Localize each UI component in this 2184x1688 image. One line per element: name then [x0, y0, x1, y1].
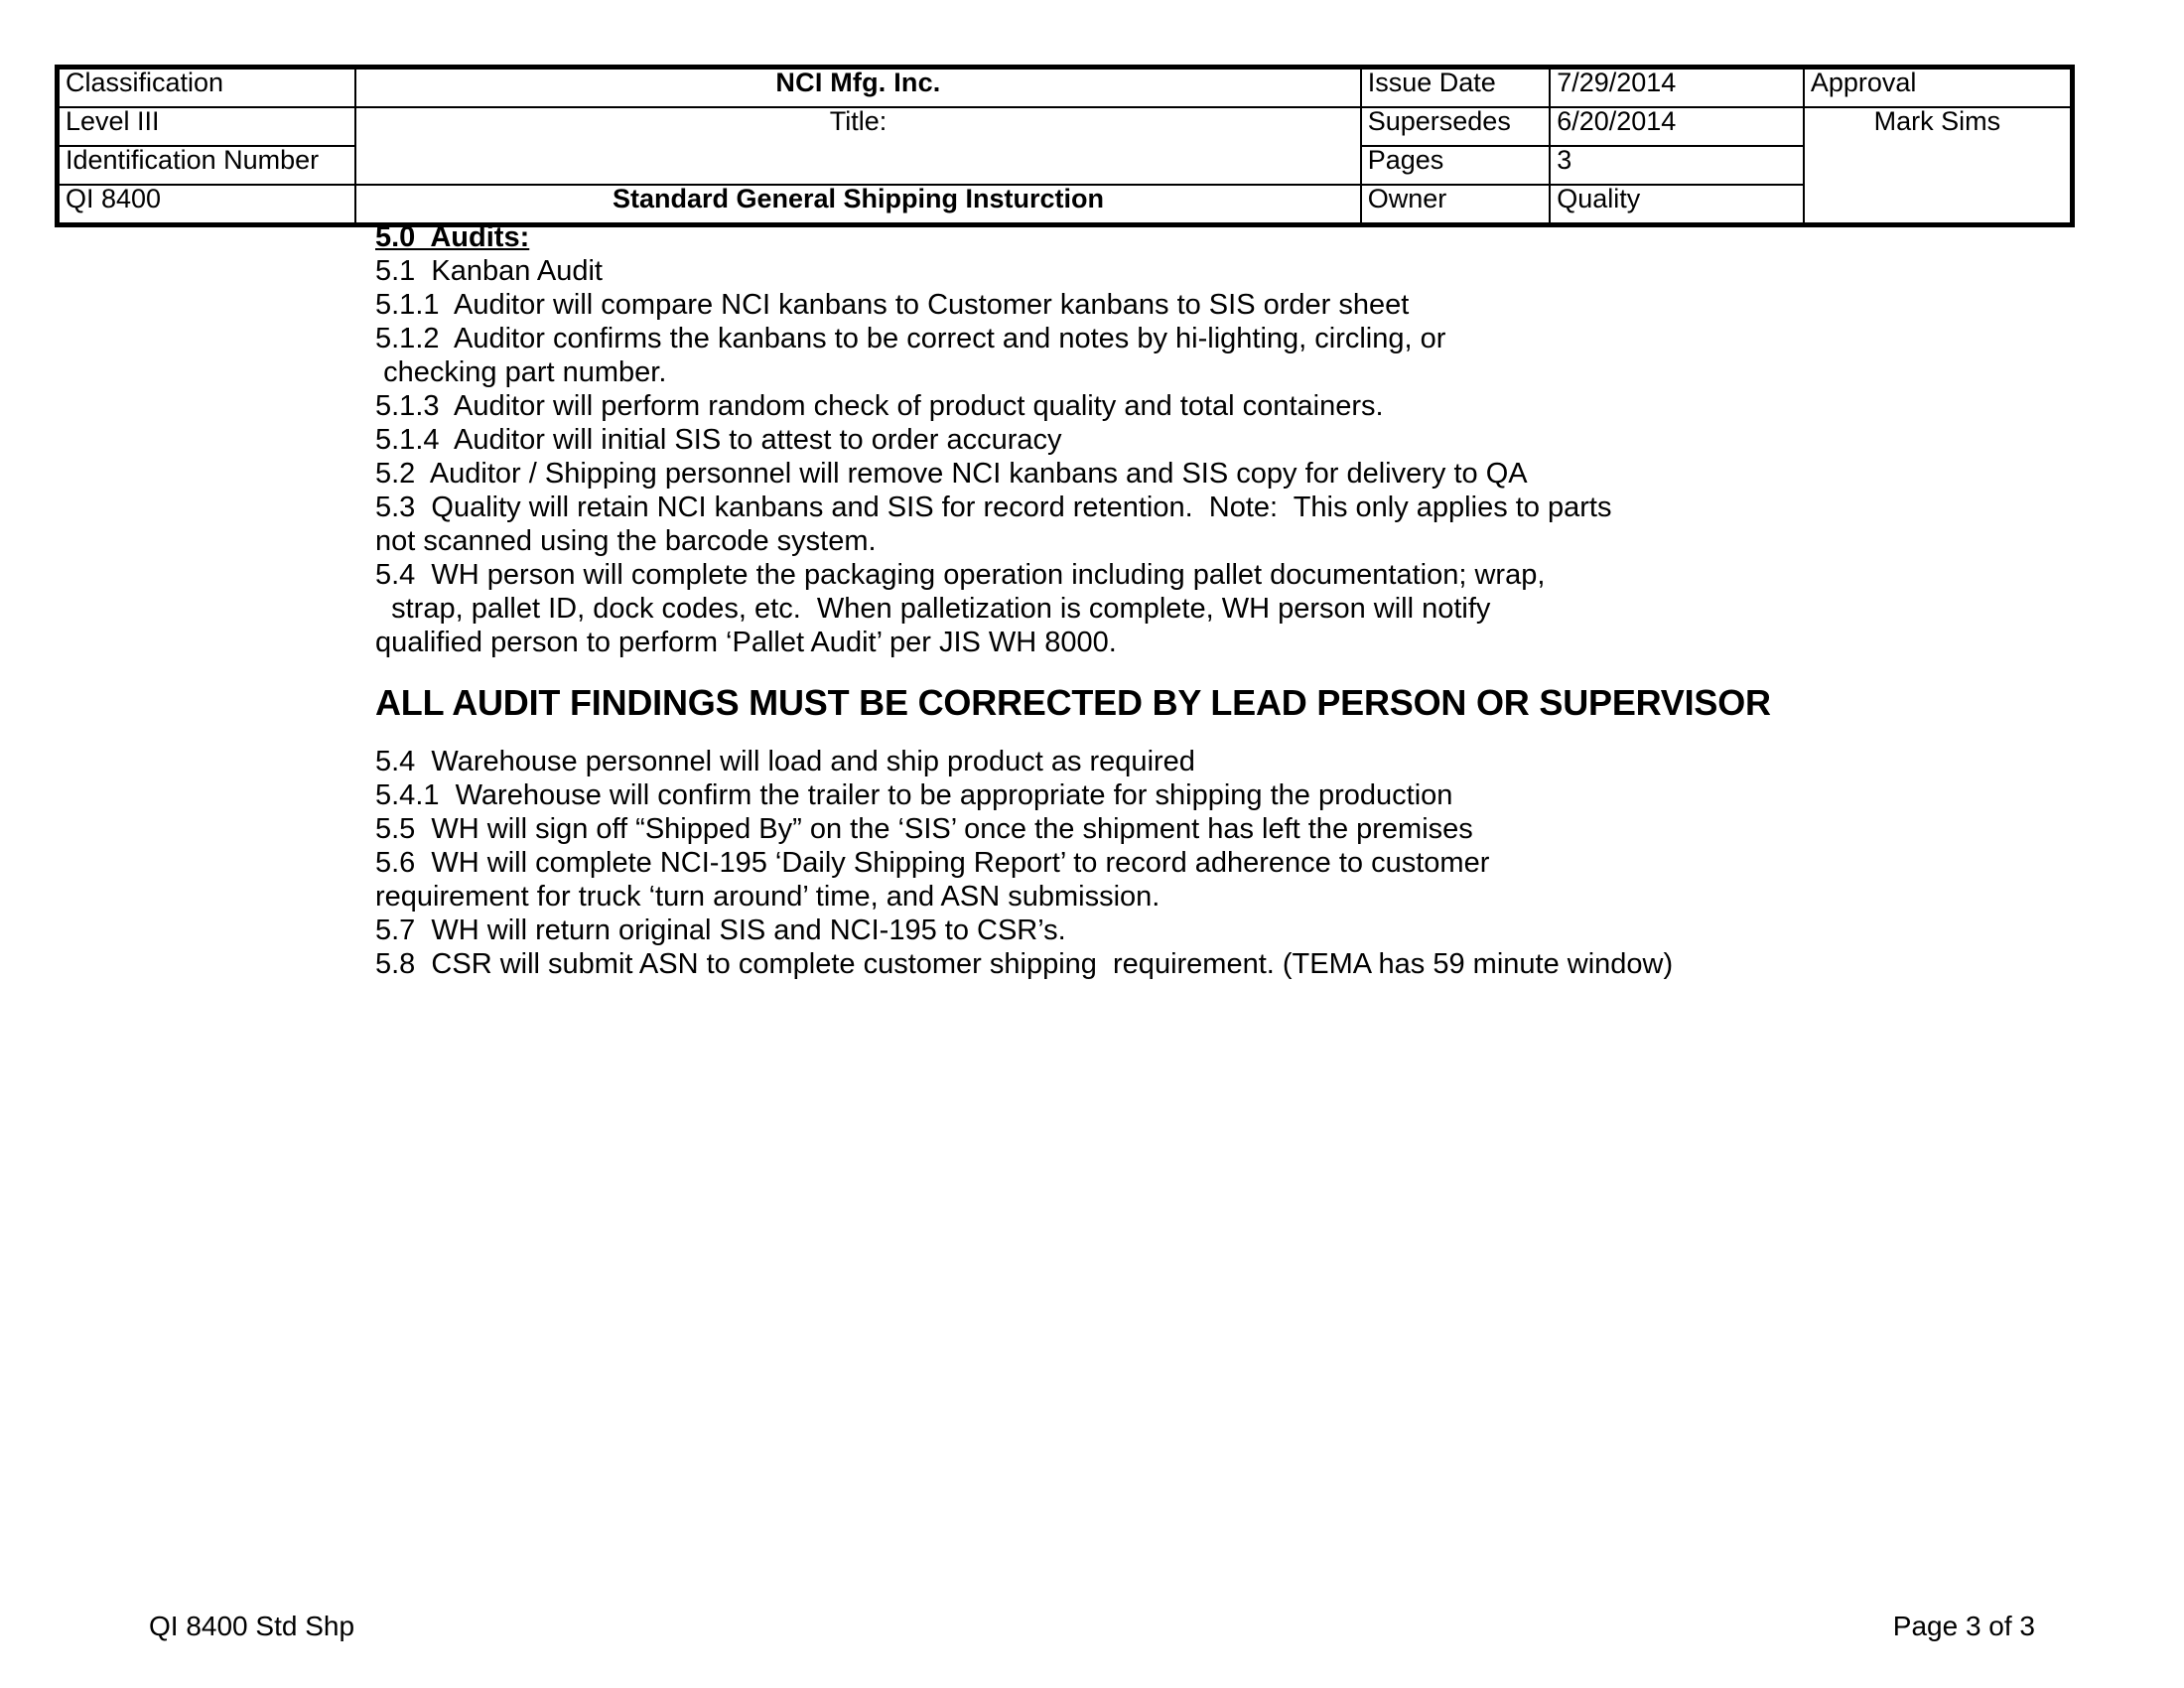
body-line: requirement for truck ‘turn around’ time, and ASN submission.	[375, 881, 1160, 913]
body-line: not scanned using the barcode system.	[375, 525, 877, 557]
supersedes-value: 6/20/2014	[1550, 107, 1804, 146]
document-title: Standard General Shipping Insturction	[355, 185, 1360, 225]
footer-document-code: QI 8400 Std Shp	[149, 1611, 355, 1641]
body-line: 5.4 Warehouse personnel will load and ship product as required	[375, 746, 1195, 777]
body-line: strap, pallet ID, dock codes, etc. When palletization is complete, WH person will notify	[375, 593, 1491, 625]
company-name: NCI Mfg. Inc.	[355, 68, 1360, 108]
identification-value: QI 8400	[58, 185, 356, 225]
approval-label: Approval	[1804, 68, 2073, 108]
body-line: 5.1 Kanban Audit	[375, 255, 603, 287]
issue-date-label: Issue Date	[1361, 68, 1550, 108]
body-line: 5.1.2 Auditor confirms the kanbans to be correct and notes by hi-lighting, circling, or	[375, 323, 1446, 354]
body-line: qualified person to perform ‘Pallet Audit’ per JIS WH 8000.	[375, 627, 1117, 658]
body-line: 5.8 CSR will submit ASN to complete customer shipping requirement. (TEMA has 59 minute window)	[375, 948, 1674, 980]
issue-date-value: 7/29/2014	[1550, 68, 1804, 108]
document-body	[375, 220, 2063, 981]
document-header-table	[55, 65, 2075, 227]
body-line: checking part number.	[375, 356, 667, 388]
audit-findings-banner: ALL AUDIT FINDINGS MUST BE CORRECTED BY LEAD PERSON OR SUPERVISOR	[375, 682, 1771, 723]
body-line: 5.4 WH person will complete the packaging operation including pallet documentation; wrap,	[375, 559, 1546, 591]
body-line: 5.7 WH will return original SIS and NCI-195 to CSR’s.	[375, 914, 1066, 946]
page-footer	[149, 1611, 2035, 1642]
approver-name: Mark Sims	[1804, 107, 2073, 225]
classification-value: Level III	[58, 107, 356, 146]
body-line: 5.3 Quality will retain NCI kanbans and SIS for record retention. Note: This only applies to parts	[375, 492, 1612, 523]
supersedes-label: Supersedes	[1361, 107, 1550, 146]
table-row	[58, 68, 2073, 108]
section-heading: 5.0 Audits:	[375, 221, 530, 253]
owner-value: Quality	[1550, 185, 1804, 225]
body-line: 5.1.1 Auditor will compare NCI kanbans to Customer kanbans to SIS order sheet	[375, 289, 1410, 321]
table-row	[58, 107, 2073, 146]
owner-label: Owner	[1361, 185, 1550, 225]
body-line: 5.1.4 Auditor will initial SIS to attest to order accuracy	[375, 424, 1062, 456]
body-lines-before	[375, 254, 2063, 659]
body-lines-after	[375, 745, 2063, 981]
body-line: 5.5 WH will sign off “Shipped By” on the ‘SIS’ once the shipment has left the premises	[375, 813, 1473, 845]
body-line: 5.4.1 Warehouse will confirm the trailer to be appropriate for shipping the production	[375, 779, 1453, 811]
footer-page-number: Page 3 of 3	[1892, 1611, 2035, 1641]
pages-value: 3	[1550, 146, 1804, 185]
table-row	[58, 185, 2073, 225]
classification-label: Classification	[58, 68, 356, 108]
body-line: 5.1.3 Auditor will perform random check of product quality and total containers.	[375, 390, 1384, 422]
body-line: 5.2 Auditor / Shipping personnel will remove NCI kanbans and SIS copy for delivery to QA	[375, 458, 1528, 490]
pages-label: Pages	[1361, 146, 1550, 185]
identification-label: Identification Number	[58, 146, 356, 185]
body-line: 5.6 WH will complete NCI-195 ‘Daily Shipping Report’ to record adherence to customer	[375, 847, 1490, 879]
title-label: Title:	[355, 107, 1360, 185]
